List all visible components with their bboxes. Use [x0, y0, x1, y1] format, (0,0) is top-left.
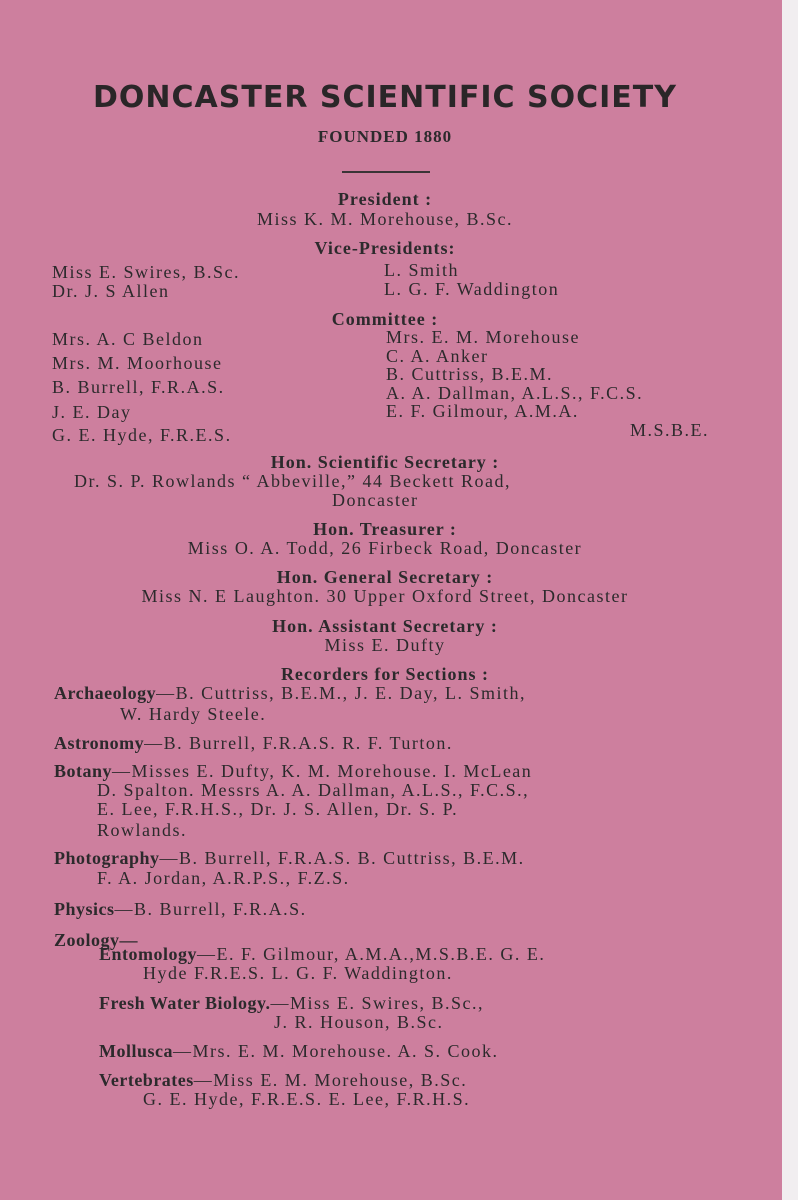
archaeology-label: Archaeology: [54, 683, 157, 703]
committee-left-4: J. E. Day: [52, 402, 132, 422]
zoology-label: Zoology—: [54, 930, 139, 950]
vertebrates-line-2: G. E. Hyde, F.R.E.S. E. Lee, F.R.H.S.: [143, 1089, 471, 1109]
astronomy-line-1: Astronomy—B. Burrell, F.R.A.S. R. F. Turton.: [54, 733, 453, 753]
astronomy-label: Astronomy: [54, 733, 145, 753]
vice-president-left-1: Miss E. Swires, B.Sc.: [52, 262, 241, 282]
committee-right-5: E. F. Gilmour, A.M.A.: [386, 401, 579, 421]
fresh-water-line-1: Fresh Water Biology.—Miss E. Swires, B.Sc.,: [99, 993, 485, 1013]
physics-label: Physics: [54, 899, 115, 919]
treasurer-line: Miss O. A. Todd, 26 Firbeck Road, Doncaster: [187, 538, 583, 558]
entomology-label: Entomology: [99, 944, 198, 964]
vertebrates-label: Vertebrates: [99, 1070, 194, 1090]
assistant-secretary-heading: Hon. Assistant Secretary :: [272, 616, 498, 636]
committee-right-3: B. Cuttriss, B.E.M.: [386, 364, 554, 384]
divider-rule: [342, 171, 430, 173]
scientific-secretary-line-1: Dr. S. P. Rowlands “ Abbeville,” 44 Beckett Road,: [74, 471, 511, 491]
archaeology-line-1: Archaeology—B. Cuttriss, B.E.M., J. E. Day, L. Smith,: [54, 683, 527, 703]
committee-right-4: A. A. Dallman, A.L.S., F.C.S.: [386, 383, 644, 403]
committee-right-1: Mrs. E. M. Morehouse: [386, 327, 580, 347]
page-edge: [782, 0, 798, 1200]
president-name: Miss K. M. Morehouse, B.Sc.: [256, 209, 513, 229]
photography-line-2: F. A. Jordan, A.R.P.S., F.Z.S.: [97, 868, 350, 888]
entomology-line-2: Hyde F.R.E.S. L. G. F. Waddington.: [143, 963, 453, 983]
society-title: DONCASTER SCIENTIFIC SOCIETY: [93, 80, 677, 115]
committee-right-6: M.S.B.E.: [630, 420, 710, 440]
photography-label: Photography: [54, 848, 160, 868]
committee-heading: Committee :: [331, 309, 439, 329]
archaeology-line-2: W. Hardy Steele.: [120, 704, 267, 724]
vice-presidents-heading: Vice-Presidents:: [314, 238, 456, 258]
president-heading: President :: [337, 189, 433, 209]
committee-left-2: Mrs. M. Moorhouse: [52, 353, 223, 373]
scientific-secretary-heading: Hon. Scientific Secretary :: [270, 452, 500, 472]
botany-line-1: Botany—Misses E. Dufty, K. M. Morehouse. I. McLean: [54, 761, 533, 781]
botany-line-2: D. Spalton. Messrs A. A. Dallman, A.L.S., F.C.S.,: [97, 780, 530, 800]
committee-right-2: C. A. Anker: [386, 346, 489, 366]
committee-left-3: B. Burrell, F.R.A.S.: [52, 377, 225, 397]
scientific-secretary-line-2: Doncaster: [332, 490, 419, 510]
assistant-secretary-line: Miss E. Dufty: [324, 635, 446, 655]
vice-president-left-2: Dr. J. S Allen: [52, 281, 170, 301]
vertebrates-line-1: Vertebrates—Miss E. M. Morehouse, B.Sc.: [99, 1070, 468, 1090]
photography-line-1: Photography—B. Burrell, F.R.A.S. B. Cuttriss, B.E.M.: [54, 848, 525, 868]
general-secretary-heading: Hon. General Secretary :: [276, 567, 494, 587]
botany-label: Botany: [54, 761, 113, 781]
vice-president-right-1: L. Smith: [384, 260, 460, 280]
botany-line-4: Rowlands.: [97, 820, 187, 840]
fresh-water-label: Fresh Water Biology.: [99, 993, 271, 1013]
committee-left-1: Mrs. A. C Beldon: [52, 329, 204, 349]
mollusca-line-1: Mollusca—Mrs. E. M. Morehouse. A. S. Cook.: [99, 1041, 499, 1061]
mollusca-label: Mollusca: [99, 1041, 173, 1061]
fresh-water-line-2: J. R. Houson, B.Sc.: [274, 1012, 444, 1032]
recorders-heading: Recorders for Sections :: [280, 664, 490, 684]
committee-left-5: G. E. Hyde, F.R.E.S.: [52, 425, 232, 445]
botany-line-3: E. Lee, F.R.H.S., Dr. J. S. Allen, Dr. S. P.: [97, 799, 459, 819]
founded-line: FOUNDED 1880: [317, 127, 453, 146]
general-secretary-line: Miss N. E Laughton. 30 Upper Oxford Street, Doncaster: [141, 586, 629, 606]
treasurer-heading: Hon. Treasurer :: [313, 519, 457, 539]
physics-line-1: Physics—B. Burrell, F.R.A.S.: [54, 899, 307, 919]
entomology-line-1: Entomology—E. F. Gilmour, A.M.A.,M.S.B.E. G. E.: [99, 944, 546, 964]
vice-president-right-2: L. G. F. Waddington: [384, 279, 560, 299]
